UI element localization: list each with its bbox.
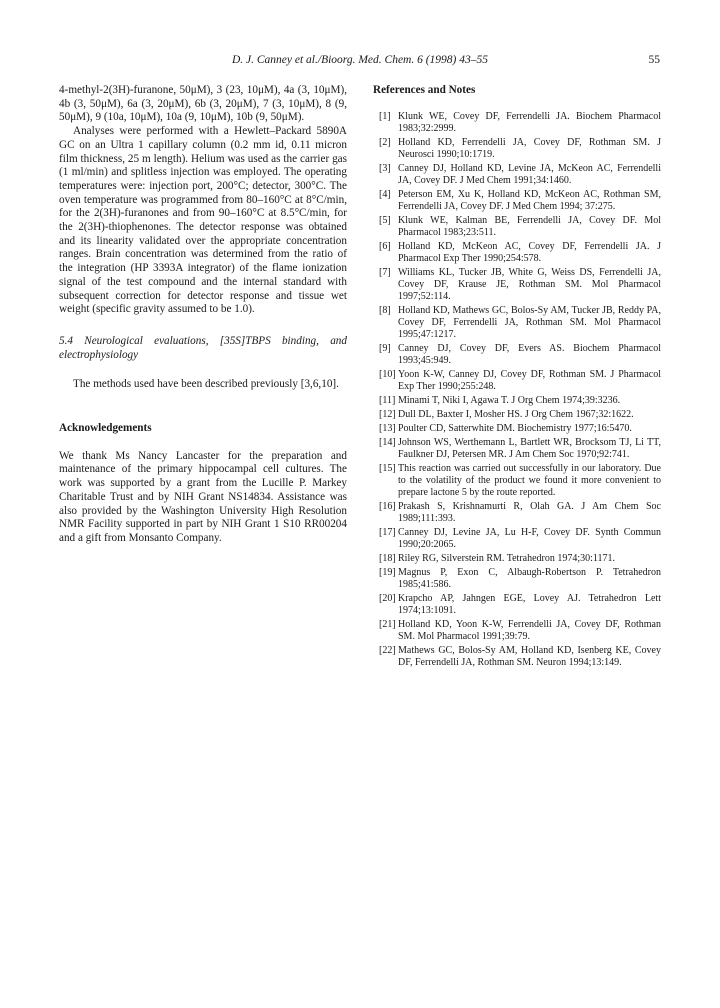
reference-text: Yoon K-W, Canney DJ, Covey DF, Rothman SM. J Pharmacol Exp Ther 1990;255:248. (398, 369, 661, 392)
reference-item (373, 463, 661, 499)
reference-number: [18] (379, 553, 396, 564)
reference-item (373, 305, 661, 341)
reference-text: Riley RG, Silverstein RM. Tetrahedron 1974;30:1171. (398, 553, 616, 564)
reference-item (373, 137, 661, 161)
reference-number: [14] (379, 437, 396, 448)
reference-number: [4] (379, 189, 391, 200)
reference-item (373, 215, 661, 239)
reference-item (373, 395, 661, 407)
reference-number: [1] (379, 111, 391, 122)
reference-text: Holland KD, Ferrendelli JA, Covey DF, Rothman SM. J Neurosci 1990;10:1719. (398, 137, 661, 160)
reference-number: [15] (379, 463, 396, 474)
concentrations-paragraph: 4-methyl-2(3H)-furanone, 50μM), 3 (23, 10μM), 4a (3, 10μM), 4b (3, 50μM), 6a (3, 20μM), 6b (3, 20μM), 7 (3, 10μM), 8 (9, 50μM), 9 (10a, 10μM), 10a (9, 10μM), 10b (9, 50μM). (59, 84, 347, 124)
reference-text: Johnson WS, Werthemann L, Bartlett WR, Brocksom TJ, Li TT, Faulkner DJ, Petersen MR. J Am Chem Soc 1970;92:741. (398, 437, 661, 460)
reference-text: Mathews GC, Bolos-Sy AM, Holland KD, Isenberg KE, Covey DF, Ferrendelli JA, Rothman SM. Neuron 1994;13:149. (398, 645, 661, 668)
reference-text: Peterson EM, Xu K, Holland KD, McKeon AC, Rothman SM, Ferrendelli JA, Covey DF. J Med Chem 1994; 37:275. (398, 189, 661, 212)
page-header (60, 54, 660, 70)
reference-number: [21] (379, 619, 396, 630)
reference-item (373, 369, 661, 393)
reference-item (373, 593, 661, 617)
reference-item (373, 619, 661, 643)
reference-item (373, 343, 661, 367)
reference-item (373, 267, 661, 303)
reference-number: [7] (379, 267, 391, 278)
reference-number: [13] (379, 423, 396, 434)
reference-text: Poulter CD, Satterwhite DM. Biochemistry 1977;16:5470. (398, 423, 632, 434)
acknowledgements-title: Acknowledgements (59, 422, 152, 435)
reference-item (373, 409, 661, 421)
reference-number: [6] (379, 241, 391, 252)
references-column (373, 84, 661, 671)
reference-text: Klunk WE, Covey DF, Ferrendelli JA. Biochem Pharmacol 1983;32:2999. (398, 111, 661, 134)
reference-text: Canney DJ, Levine JA, Lu H-F, Covey DF. Synth Commun 1990;20:2065. (398, 527, 661, 550)
reference-item (373, 437, 661, 461)
running-head: D. J. Canney et al./Bioorg. Med. Chem. 6 (1998) 43–55 (231, 54, 489, 66)
reference-number: [17] (379, 527, 396, 538)
reference-number: [11] (379, 395, 396, 406)
reference-item (373, 567, 661, 591)
reference-number: [16] (379, 501, 396, 512)
reference-number: [22] (379, 645, 396, 656)
reference-number: [3] (379, 163, 391, 174)
reference-text: Canney DJ, Holland KD, Levine JA, McKeon AC, Ferrendelli JA, Covey DF. J Med Chem 1991;34:1460. (398, 163, 661, 186)
reference-text: Holland KD, McKeon AC, Covey DF, Ferrendelli JA. J Pharmacol Exp Ther 1990;254:578. (398, 241, 661, 264)
reference-number: [10] (379, 369, 396, 380)
reference-item (373, 501, 661, 525)
reference-item (373, 553, 661, 565)
reference-item (373, 645, 661, 669)
reference-text: Minami T, Niki I, Agawa T. J Org Chem 1974;39:3236. (398, 395, 621, 406)
reference-text: Williams KL, Tucker JB, White G, Weiss DS, Ferrendelli JA, Covey DF, Krause JE, Rothman SM. Mol Pharmacol 1997;52:114. (398, 267, 661, 302)
reference-number: [9] (379, 343, 391, 354)
reference-item (373, 163, 661, 187)
reference-number: [19] (379, 567, 396, 578)
reference-number: [12] (379, 409, 396, 420)
reference-list (373, 111, 661, 669)
reference-number: [8] (379, 305, 391, 316)
methods-paragraph: The methods used have been described previously [3,6,10]. (73, 378, 339, 391)
left-column (59, 84, 347, 546)
analyses-paragraph: Analyses were performed with a Hewlett–Packard 5890A GC on an Ultra 1 capillary column (0.2 mm id, 0.11 micron film thickness, 25 m length). Helium was used as the carrier gas (1 ml/min) and splitless injection was employed. The operating temperatures were: injection port, 200°C; detector, 300°C. The oven temperature was programmed from 80–160°C at 8°C/min, for the 2(3H)-furanones and from 90–160°C at 8.5°C/min, for the 2(3H)-thiophenones. The detector response was obtained and its linearity validated over the appropriate concentration ranges. Brain concentration was determined from the ratio of the integration (HP 3393A integrator) of the flame ionization signal of the test compound and the internal standard with subsequent correction for detector response and tissue wet weight (specific gravity assumed to be 1.0). (59, 125, 347, 316)
reference-item (373, 111, 661, 135)
reference-text: Dull DL, Baxter I, Mosher HS. J Org Chem 1967;32:1622. (398, 409, 634, 420)
acknowledgements-paragraph: We thank Ms Nancy Lancaster for the preparation and maintenance of the primary hippocampal cell cultures. The work was supported by a grant from the Lucille P. Markey Charitable Trust and by NIH Grant NS14834. Assistance was also provided by the Washington University High Resolution NMR Facility supported in part by NIH Grant 1 S10 RR00204 and a gift from Monsanto Company. (59, 449, 347, 544)
reference-item (373, 527, 661, 551)
reference-text: This reaction was carried out successfully in our laboratory. Due to the volatility of the product we found it more convenient to prepare lactone 5 by the route reported. (398, 463, 661, 498)
reference-text: Prakash S, Krishnamurti R, Olah GA. J Am Chem Soc 1989;111:393. (398, 501, 661, 524)
reference-item (373, 241, 661, 265)
reference-number: [20] (379, 593, 396, 604)
reference-text: Klunk WE, Kalman BE, Ferrendelli JA, Covey DF. Mol Pharmacol 1983;23:511. (398, 215, 661, 238)
reference-number: [5] (379, 215, 391, 226)
reference-text: Magnus P, Exon C, Albaugh-Robertson P. Tetrahedron 1985;41:586. (398, 567, 661, 590)
reference-text: Canney DJ, Covey DF, Evers AS. Biochem Pharmacol 1993;45:949. (398, 343, 661, 366)
reference-text: Krapcho AP, Jahngen EGE, Lovey AJ. Tetrahedron Lett 1974;13:1091. (398, 593, 661, 616)
reference-item (373, 423, 661, 435)
reference-number: [2] (379, 137, 391, 148)
page-number: 55 (648, 54, 660, 66)
reference-text: Holland KD, Mathews GC, Bolos-Sy AM, Tucker JB, Reddy PA, Covey DF, Ferrendelli JA, Rothman SM. Mol Pharmacol 1995;47:1217. (398, 305, 661, 340)
section-title: 5.4 Neurological evaluations, [35S]TBPS binding, and electrophysiology (59, 334, 347, 361)
reference-item (373, 189, 661, 213)
references-title: References and Notes (373, 84, 476, 96)
reference-text: Holland KD, Yoon K-W, Ferrendelli JA, Covey DF, Rothman SM. Mol Pharmacol 1991;39:79. (398, 619, 661, 642)
